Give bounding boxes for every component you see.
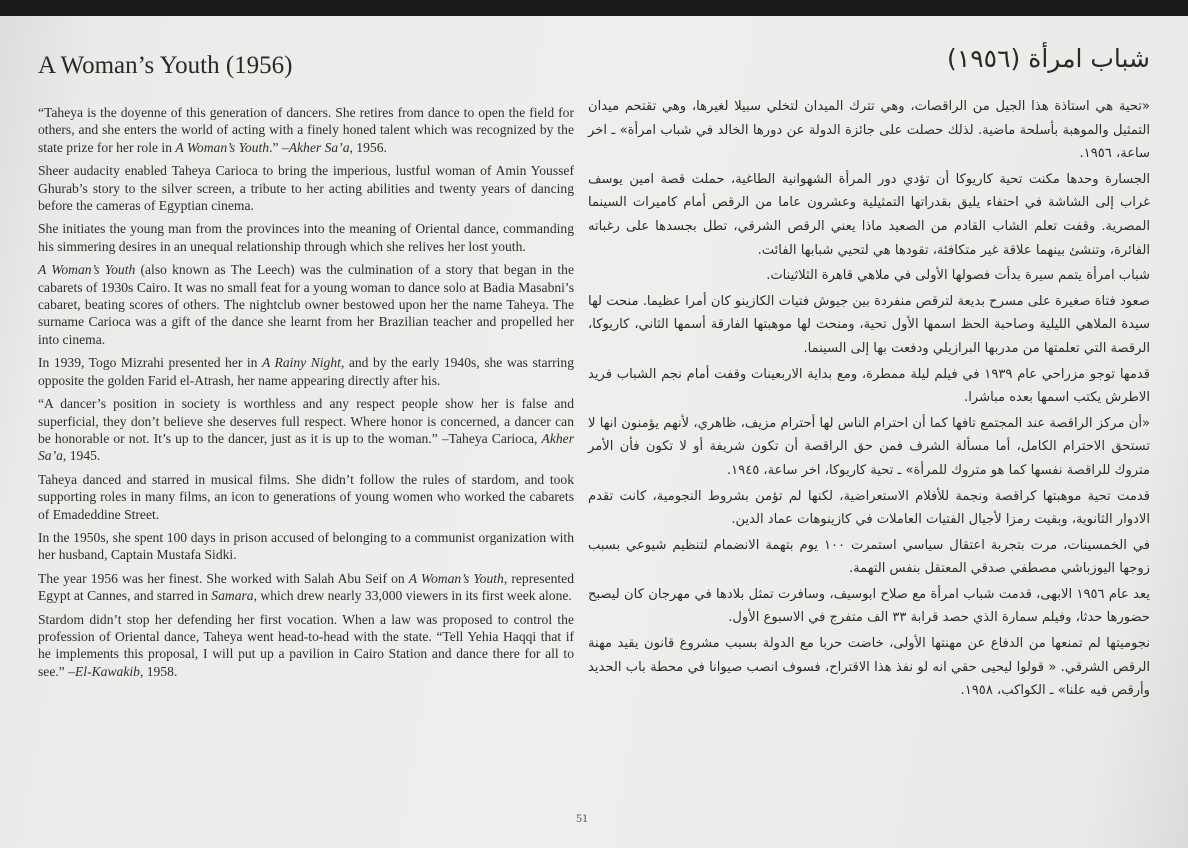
arabic-column <box>588 44 1150 705</box>
text-run: Stardom didn’t stop her defending her first vocation. When a law was proposed to control the profession of Oriental dance, Taheya went head-to-head with the state. “Tell Yehia Haqqi that if he implements this proposal, I will put up a pavilion in Cairo Station and dance there for all to see.” – <box>38 611 574 679</box>
english-paragraph <box>38 529 574 564</box>
text-run: She initiates the young man from the provinces into the meaning of Oriental dance, commanding his simmering desires in an unequal relationship through which she relives her lost youth. <box>38 221 574 254</box>
english-paragraph <box>38 395 574 465</box>
text-run: , 1958. <box>139 663 178 679</box>
arabic-paragraph: «أن مركز الراقصة عند المجتمع تافها كما أن احترام الناس لها أحترام مزيف، ظاهري، لأنهم يؤمنون انها لا تستحق الاحترام الكامل، أما مسألة الشرف فمن حق الراقصة أن تكون شريفة أو لا تكون فأن الأمر متروك للراقصة نفسها كما هو متروك للمرأة» ـ تحية كاريوكا، اخر ساعة، ١٩٤٥. <box>588 415 1150 478</box>
arabic-paragraph: يعد عام ١٩٥٦ الابهى، قدمت شباب امرأة مع صلاح ابوسيف، وسافرت تمثل بلادها في مهرجان كان ليصبح حضورها حدثا، وفيلم سمارة الذي حصد قرابة ٣٣ الف متفرج في الاسبوع الأول. <box>588 586 1150 626</box>
english-paragraph <box>38 104 574 156</box>
english-column <box>38 52 574 686</box>
text-run: , 1956. <box>349 139 387 155</box>
text-run: .” – <box>269 139 289 155</box>
arabic-paragraph: شباب امرأة يتمم سيرة بدأت فصولها الأولى في ملاهي قاهرة الثلاثينات. <box>766 268 1150 284</box>
english-paragraph <box>38 261 574 348</box>
text-run: “Taheya is the doyenne of this generation of dancers. She retires from dance to open the field for others, and she enters the world of acting with a finely honed talent which was recognized by the state prize for her role in <box>38 105 574 155</box>
arabic-paragraph: الجسارة وحدها مكنت تحية كاريوكا أن تؤدي دور المرأة الشهوانية الطاغية، حملت قصة امين يوسف غراب إلى الشاشة في احتفاء يليق بقدراتها التمثيلية وعشرون عاما من الرقص أمام كاميرات السينما المصرية. وقفت تعلم الشاب القادم من الصعيد ماذا يعني الرقص الشرقي، تطل بجسدها على رغباته الفائرة، وتنشئ بينهما علاقة غير متكافئة، تقودها هي لتحيي شبابها الفائت. <box>588 171 1150 258</box>
text-run: , represented Egypt at Cannes, and starred in <box>38 570 575 604</box>
text-run: , 1945. <box>62 448 101 464</box>
italic-text: Akher Sa’a <box>288 139 350 155</box>
italic-text: A Woman’s Youth <box>408 570 504 586</box>
italic-text: Samara <box>211 588 254 604</box>
italic-text: A Rainy Night <box>261 355 341 371</box>
english-body <box>38 104 574 680</box>
arabic-paragraph: في الخمسينات، مرت بتجربة اعتقال سياسي استمرت ١٠٠ يوم بتهمة الانضمام لتنظيم شيوعي بسبب زوجها اليوزباشي مصطفي صدقي المعتقل بنفس التهمة. <box>588 537 1151 577</box>
text-run: In 1939, Togo Mizrahi presented her in <box>38 355 262 371</box>
english-paragraph <box>38 162 574 214</box>
italic-text: Akher Sa’a <box>38 430 574 464</box>
text-run: The year 1956 was her finest. She worked with Salah Abu Seif on <box>38 570 409 586</box>
text-run: , which drew nearly 33,000 viewers in its first week alone. <box>253 588 572 604</box>
italic-text: A Woman’s Youth <box>175 139 270 155</box>
italic-text: El-Kawakib <box>75 663 140 679</box>
page-number: 51 <box>576 811 588 825</box>
english-paragraph <box>38 611 574 681</box>
english-paragraph <box>38 570 574 605</box>
english-paragraph <box>38 220 574 255</box>
text-run: Taheya danced and starred in musical films. She didn’t follow the rules of stardom, and took supporting roles in many films, an icon to generations of young women who worked the cabarets of Emadeddine Street. <box>38 471 574 522</box>
arabic-body <box>588 95 1150 703</box>
italic-text: A Woman’s Youth <box>38 262 136 278</box>
arabic-paragraph: قدمت تحية موهبتها كراقصة ونجمة للأفلام الاستعراضية، لكنها لم تؤمن بشروط النجومية، كانت تقدم الادوار الثانوية، وبقيت رمزا لأجيال الفتيات العاملات في كازينوهات عماد الدين. <box>588 488 1150 528</box>
top-edge <box>0 0 1188 16</box>
text-run: “A dancer’s position in society is worthless and any respect people show her is false and superficial, they don’t believe she deserves full respect. Where honor is concerned, a dancer can be honorable or not. It’s up to the dancer, just as it is up to the woman.” –Taheya Carioca, <box>38 396 574 446</box>
english-paragraph <box>38 354 574 389</box>
arabic-paragraph: نجوميتها لم تمنعها من الدفاع عن مهنتها الأولى، خاضت حربا مع الدولة بسبب مشروع قانون يقيد مهنة الرقص الشرقي. « قولوا ليحيى حقي انه لو نفذ هذا الاقتراح، فسوف انصب صيوانا في محطة باب الحديد وأرقص فيه علنا» ـ الكواكب، ١٩٥٨. <box>588 636 1150 699</box>
text-run: In the 1950s, she spent 100 days in prison accused of belonging to a communist organization with her husband, Captain Mustafa Sidki. <box>38 529 574 563</box>
english-paragraph <box>38 471 574 523</box>
arabic-title: شباب امرأة (١٩٥٦) <box>947 44 1150 73</box>
arabic-paragraph: صعود فتاة صغيرة على مسرح بديعة لترقص منفردة بين جيوش فتيات الكازينو كان أمرا عظيما. منحت لها سيدة الملاهي الليلية وصاحبة الحظ اسمها الأول تحية، ومنحت لها موهبتها الفارقة أسمها الثاني، كاريوكا، الرقصة التي تعلمتها من مدربها البرازيلي ودفعت بها إلى السينما. <box>588 293 1150 356</box>
text-run: , and by the early 1940s, she was starring opposite the golden Farid el-Atrash, her name appearing directly after his. <box>38 355 574 388</box>
text-run: Sheer audacity enabled Taheya Carioca to bring the imperious, lustful woman of Amin Youssef Ghurab’s story to the silver screen, a tribute to her acting abilities and twenty years of dancing before the cameras of Egyptian cinema. <box>38 163 574 214</box>
arabic-paragraph: «تحية هي استاذة هذا الجيل من الراقصات، وهي تترك الميدان لتخلي سبيلا لغيرها، وهي تقتحم ميدان التمثيل والموهبة بأسلحة ماضية. لذلك حصلت على جائزة الدولة عن دورها الخالد في شباب امرأة» ـ اخر ساعة، ١٩٥٦. <box>588 99 1150 162</box>
english-title: A Woman’s Youth (1956) <box>38 52 293 79</box>
arabic-paragraph: قدمها توجو مزراحي عام ١٩٣٩ في فيلم ليلة ممطرة، ومع بداية الاربعينات وقفت أمام نجم الشباب فريد الاطرش يكتب اسمها بعده مباشرا. <box>588 366 1150 406</box>
text-run: (also known as The Leech) was the culmination of a story that began in the cabarets of 1930s Cairo. It was no small feat for a young woman to dance solo at Badia Masabni’s cabaret, beating scores of others. The nightclub owner bestowed upon her the name Taheya. The surname Carioca was a gift of the dance she learnt from her Brazilian teacher and propelled her into cinema. <box>38 262 574 347</box>
